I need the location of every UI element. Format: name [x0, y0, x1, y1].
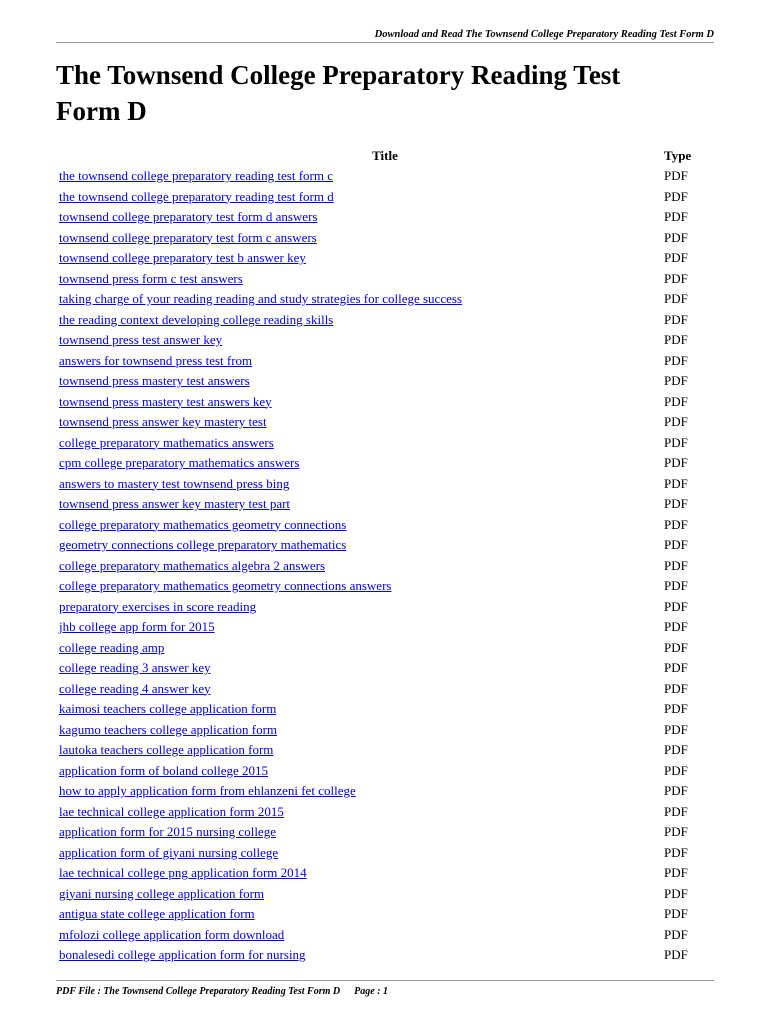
document-link[interactable]: lae technical college png application form 2014: [59, 865, 307, 880]
document-link[interactable]: college reading 3 answer key: [59, 660, 211, 675]
document-link[interactable]: kagumo teachers college application form: [59, 721, 278, 737]
document-list-table: [56, 147, 716, 967]
title-cell: [56, 454, 656, 475]
title-cell: [56, 495, 656, 516]
file-type-cell: PDF: [664, 229, 688, 245]
document-link[interactable]: college preparatory mathematics geometry connections: [59, 516, 347, 532]
title-cell: [56, 413, 656, 434]
document-link[interactable]: antigua state college application form: [59, 906, 255, 921]
file-type-cell: PDF: [664, 496, 688, 511]
table-row: [56, 475, 716, 496]
document-title-line-1: The Townsend College Preparatory Reading Test: [56, 60, 621, 90]
table-row: [56, 393, 716, 414]
table-row: [56, 741, 716, 762]
document-link[interactable]: college preparatory mathematics geometry connections answers: [59, 578, 392, 593]
table-row: [56, 926, 716, 947]
table-row: [56, 844, 716, 865]
document-link[interactable]: townsend college preparatory test form c answers: [59, 229, 317, 245]
column-header-title: Title: [372, 148, 398, 163]
document-link[interactable]: townsend press answer key mastery test: [59, 414, 267, 429]
file-type-cell: PDF: [664, 557, 688, 573]
title-cell: [56, 352, 656, 373]
title-cell: [56, 762, 656, 783]
file-type-cell: PDF: [664, 414, 688, 429]
file-type-cell: PDF: [664, 660, 688, 675]
table-row: [56, 557, 716, 578]
document-link[interactable]: townsend college preparatory test form d answers: [59, 209, 318, 224]
table-row: [56, 516, 716, 537]
title-cell: [56, 905, 656, 926]
title-cell: [56, 721, 656, 742]
title-cell: [56, 659, 656, 680]
document-link[interactable]: college reading 4 answer key: [59, 680, 211, 696]
title-cell: [56, 803, 656, 824]
table-row: [56, 270, 716, 291]
document-link[interactable]: application form of boland college 2015: [59, 762, 269, 778]
table-row: [56, 495, 716, 516]
file-type-cell: PDF: [664, 250, 688, 265]
document-link[interactable]: townsend college preparatory test b answer key: [59, 250, 306, 265]
table-row: [56, 413, 716, 434]
table-row: [56, 454, 716, 475]
document-link[interactable]: townsend press form c test answers: [59, 270, 243, 286]
title-cell: [56, 229, 656, 250]
table-row: [56, 249, 716, 270]
title-cell: [56, 598, 656, 619]
document-link[interactable]: kaimosi teachers college application form: [59, 701, 277, 716]
file-type-cell: PDF: [664, 762, 688, 778]
table-row: [56, 721, 716, 742]
table-row: [56, 905, 716, 926]
file-type-cell: PDF: [664, 455, 688, 470]
file-type-cell: PDF: [664, 516, 688, 532]
table-row: [56, 188, 716, 209]
file-type-cell: PDF: [664, 865, 688, 880]
title-cell: [56, 475, 656, 496]
table-row: [56, 208, 716, 229]
file-type-cell: PDF: [664, 803, 688, 819]
file-type-cell: PDF: [664, 619, 688, 634]
document-link[interactable]: geometry connections college preparatory mathematics: [59, 537, 347, 552]
file-type-cell: PDF: [664, 926, 688, 942]
table-row: [56, 659, 716, 680]
table-row: [56, 372, 716, 393]
table-row: [56, 434, 716, 455]
table-body: [56, 167, 716, 967]
document-link[interactable]: preparatory exercises in score reading: [59, 598, 257, 614]
table-row: [56, 290, 716, 311]
title-cell: [56, 167, 656, 188]
document-link[interactable]: townsend press mastery test answers: [59, 373, 250, 388]
document-link[interactable]: townsend press mastery test answers key: [59, 393, 272, 409]
document-link[interactable]: application form of giyani nursing college: [59, 844, 279, 860]
document-link[interactable]: giyani nursing college application form: [59, 885, 265, 901]
table-header-row: [56, 147, 716, 167]
file-type-cell: PDF: [664, 270, 688, 286]
file-type-cell: PDF: [664, 824, 688, 839]
document-link[interactable]: the reading context developing college reading skills: [59, 311, 334, 327]
title-cell: [56, 208, 656, 229]
table-row: [56, 167, 716, 188]
table-row: [56, 823, 716, 844]
table-row: [56, 946, 716, 967]
document-link[interactable]: mfolozi college application form download: [59, 926, 285, 942]
file-type-cell: PDF: [664, 475, 688, 491]
document-link[interactable]: cpm college preparatory mathematics answers: [59, 455, 300, 470]
document-link[interactable]: townsend press answer key mastery test part: [59, 496, 291, 511]
document-link[interactable]: taking charge of your reading reading and study strategies for college success: [59, 291, 462, 306]
title-cell: [56, 577, 656, 598]
file-type-cell: PDF: [664, 311, 688, 327]
table-row: [56, 536, 716, 557]
title-cell: [56, 516, 656, 537]
title-cell: [56, 557, 656, 578]
table-row: [56, 577, 716, 598]
document-link[interactable]: application form for 2015 nursing college: [59, 824, 276, 839]
file-type-cell: PDF: [664, 783, 688, 798]
document-link[interactable]: lautoka teachers college application form: [59, 742, 274, 757]
document-link[interactable]: the townsend college preparatory reading test form c: [59, 168, 333, 183]
page-header: [56, 28, 714, 43]
table-row: [56, 331, 716, 352]
title-cell: [56, 680, 656, 701]
file-type-cell: PDF: [664, 188, 688, 204]
title-cell: [56, 290, 656, 311]
table-row: [56, 700, 716, 721]
table-row: [56, 782, 716, 803]
file-type-cell: PDF: [664, 844, 688, 860]
document-link[interactable]: how to apply application form from ehlanzeni fet college: [59, 783, 356, 798]
file-type-cell: PDF: [664, 701, 688, 716]
document-title: [56, 57, 696, 129]
table-row: [56, 864, 716, 885]
title-cell: [56, 372, 656, 393]
footer-page-number: Page : 1: [354, 986, 388, 997]
title-cell: [56, 639, 656, 660]
title-cell: [56, 188, 656, 209]
file-type-cell: PDF: [664, 721, 688, 737]
document-link[interactable]: college preparatory mathematics answers: [59, 434, 274, 450]
file-type-cell: PDF: [664, 352, 688, 368]
table-row: [56, 639, 716, 660]
title-cell: [56, 311, 656, 332]
header-text: Download and Read The Townsend College Preparatory Reading Test Form D: [374, 29, 714, 40]
title-cell: [56, 536, 656, 557]
title-cell: [56, 700, 656, 721]
document-link[interactable]: jhb college app form for 2015: [59, 619, 215, 634]
table-row: [56, 598, 716, 619]
table-row: [56, 311, 716, 332]
file-type-cell: PDF: [664, 885, 688, 901]
title-cell: [56, 782, 656, 803]
document-link[interactable]: the townsend college preparatory reading test form d: [59, 188, 334, 204]
file-type-cell: PDF: [664, 393, 688, 409]
file-type-cell: PDF: [664, 537, 688, 552]
title-cell: [56, 946, 656, 967]
file-type-cell: PDF: [664, 209, 688, 224]
title-cell: [56, 393, 656, 414]
title-cell: [56, 926, 656, 947]
document-link[interactable]: lae technical college application form 2015: [59, 803, 284, 819]
file-type-cell: PDF: [664, 578, 688, 593]
file-type-cell: PDF: [664, 742, 688, 757]
table-row: [56, 680, 716, 701]
title-cell: [56, 249, 656, 270]
document-link[interactable]: college preparatory mathematics algebra 2 answers: [59, 557, 326, 573]
title-cell: [56, 270, 656, 291]
title-cell: [56, 844, 656, 865]
file-type-cell: PDF: [664, 168, 688, 183]
column-header-type: Type: [664, 148, 692, 163]
title-cell: [56, 618, 656, 639]
title-cell: [56, 434, 656, 455]
footer-file-text: PDF File : The Townsend College Preparatory Reading Test Form D: [56, 986, 341, 997]
title-cell: [56, 741, 656, 762]
table-row: [56, 762, 716, 783]
document-link[interactable]: answers for townsend press test from: [59, 352, 253, 368]
title-cell: [56, 864, 656, 885]
file-type-cell: PDF: [664, 291, 688, 306]
document-title-line-2: Form D: [56, 96, 147, 126]
document-link[interactable]: college reading amp: [59, 639, 165, 655]
file-type-cell: PDF: [664, 947, 688, 962]
document-link[interactable]: bonalesedi college application form for nursing: [59, 947, 306, 962]
title-cell: [56, 331, 656, 352]
file-type-cell: PDF: [664, 906, 688, 921]
document-link[interactable]: answers to mastery test townsend press bing: [59, 475, 290, 491]
file-type-cell: PDF: [664, 332, 688, 347]
table-row: [56, 229, 716, 250]
page-footer: [56, 980, 714, 998]
title-cell: [56, 885, 656, 906]
file-type-cell: PDF: [664, 680, 688, 696]
file-type-cell: PDF: [664, 598, 688, 614]
table-row: [56, 352, 716, 373]
title-cell: [56, 823, 656, 844]
table-row: [56, 618, 716, 639]
document-link[interactable]: townsend press test answer key: [59, 332, 223, 347]
table-row: [56, 885, 716, 906]
file-type-cell: PDF: [664, 639, 688, 655]
table-row: [56, 803, 716, 824]
file-type-cell: PDF: [664, 373, 688, 388]
file-type-cell: PDF: [664, 434, 688, 450]
